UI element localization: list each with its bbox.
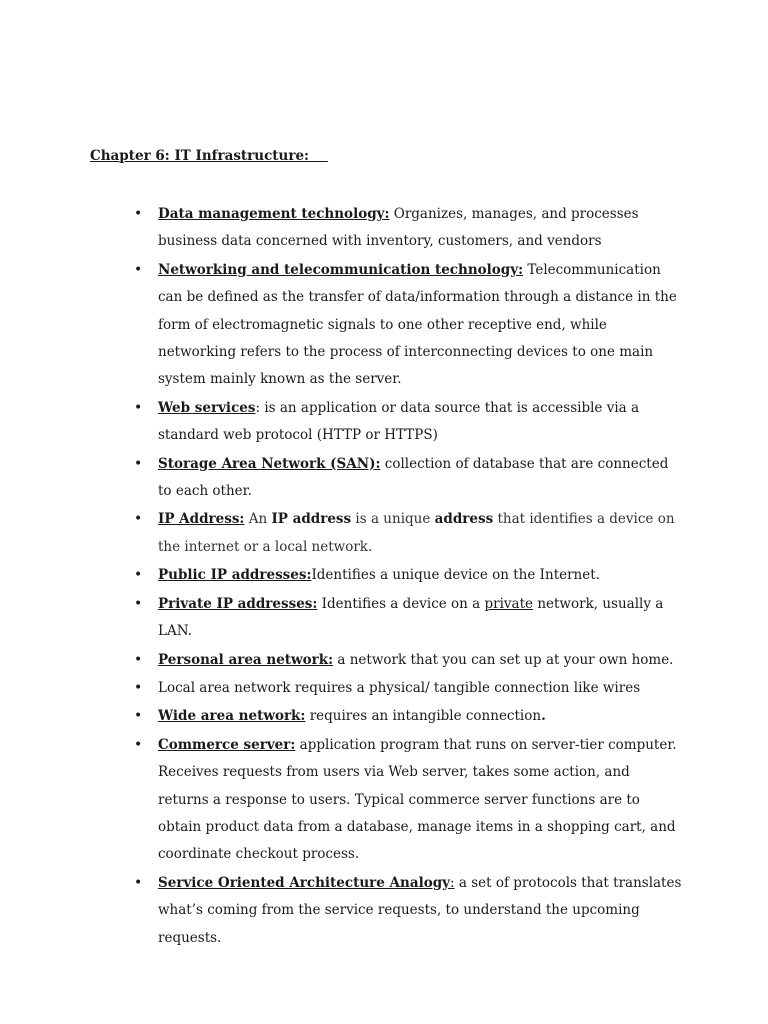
term-label: IP Address: — [158, 511, 245, 528]
definition-text: is a unique — [351, 511, 435, 528]
term-label: Public IP addresses: — [158, 567, 312, 584]
chapter-title: Chapter 6: IT Infrastructure: — [90, 148, 328, 164]
definition-list — [134, 201, 683, 953]
definition-text: Local area network requires a physical/ tangible connection like wires — [158, 679, 641, 696]
list-item — [134, 870, 683, 952]
list-item — [134, 506, 683, 561]
term-label: Data management technology: — [158, 206, 390, 222]
bullet-icon: • — [134, 399, 143, 416]
bullet-icon: • — [134, 206, 143, 222]
bullet-icon: • — [134, 567, 143, 584]
definition-bold: address — [434, 511, 494, 528]
definition-tail: . — [541, 708, 546, 725]
list-item — [134, 257, 683, 394]
definition-text: requires an intangible connection — [305, 708, 542, 725]
definition-text: : is an application or data source that is accessible via a standard web protocol (HTTP or HTTPS) — [158, 399, 640, 444]
term-label: Service Oriented Architecture Analogy — [158, 874, 451, 891]
bullet-icon: • — [134, 595, 143, 612]
definition-text: Identifies a unique device on the Internet. — [311, 567, 600, 584]
definition-text: a network that you can set up at your own home. — [333, 651, 674, 668]
definition-text: a set of protocols that translates what’s coming from the service requests, to understand the upcoming requests. — [158, 874, 682, 946]
term-label: Commerce server: — [158, 736, 296, 753]
list-item — [134, 451, 683, 506]
term-label: Storage Area Network (SAN): — [158, 455, 381, 472]
definition-text: that identifies a device on the internet or a local network. — [158, 511, 675, 555]
bullet-icon: • — [134, 708, 143, 725]
definition-text: An — [244, 511, 272, 528]
term-colon: : — [450, 874, 455, 891]
bullet-icon: • — [134, 874, 143, 891]
definition-text: collection of database that are connected to each other. — [158, 455, 669, 500]
list-item — [134, 591, 683, 646]
list-item — [134, 395, 683, 450]
bullet-icon: • — [134, 455, 143, 472]
list-item — [134, 562, 683, 589]
definition-text: Organizes, manages, and processes business data concerned with inventory, customers, and vendors — [158, 206, 639, 250]
bullet-icon: • — [134, 511, 143, 528]
list-item — [134, 647, 683, 674]
term-label: Wide area network: — [158, 708, 306, 725]
definition-text: Telecommunication can be defined as the transfer of data/information through a distance in the form of electromagnetic signals to one other receptive end, while networking refers to the process of interconnecting devices to one main system mainly known as the server. — [158, 261, 677, 388]
list-item — [134, 703, 683, 730]
list-item — [134, 732, 683, 869]
list-item — [134, 201, 683, 256]
bullet-icon: • — [134, 679, 143, 696]
bullet-icon: • — [134, 651, 143, 668]
term-label: Web services — [158, 399, 256, 416]
definition-bold: IP address — [271, 511, 352, 528]
term-label: Private IP addresses: — [158, 595, 318, 612]
definition-text: application program that runs on server-tier computer. Receives requests from users via Web server, takes some action, and returns a response to users. Typical commerce server functions are to obtain product data from a database, manage items in a shopping cart, and coordinate checkout process. — [158, 736, 677, 863]
definition-text: network, usually a LAN. — [158, 595, 664, 640]
definition-underlined: private — [484, 595, 534, 612]
term-label: Personal area network: — [158, 651, 334, 668]
bullet-icon: • — [134, 736, 143, 753]
bullet-icon: • — [134, 261, 143, 278]
list-item — [134, 675, 683, 702]
term-label: Networking and telecommunication technology: — [158, 261, 524, 278]
definition-text: Identifies a device on a — [317, 595, 485, 612]
